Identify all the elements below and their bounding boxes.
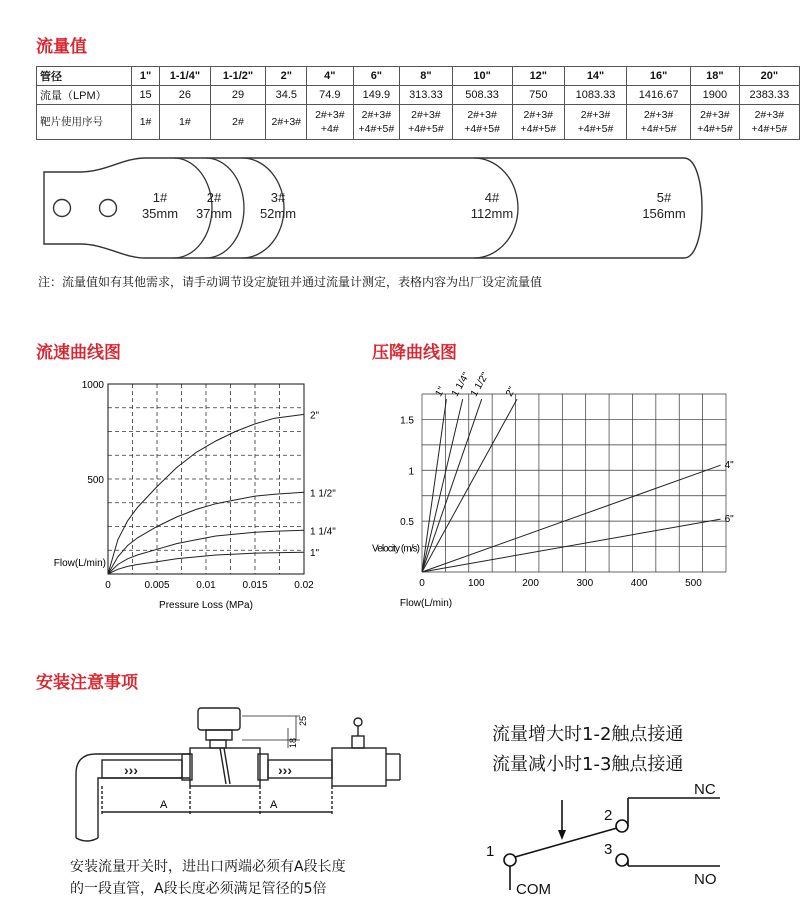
table-row-flow bbox=[37, 86, 800, 105]
switch-diagram bbox=[480, 781, 780, 900]
series-line-5 bbox=[422, 519, 721, 572]
x-axis-label: Pressure Loss (MPa) bbox=[159, 600, 253, 611]
table-note: 注：流量值如有其他需求，请手动调节设定旋钮并通过流量计测定，表格内容为出厂设定流量值 bbox=[38, 275, 543, 289]
series-label-3: 2" bbox=[504, 385, 519, 399]
paddle-cell-line: 2#+3# bbox=[523, 109, 554, 121]
x-tick: 200 bbox=[522, 578, 539, 589]
paddle-cell-line: +4#+5# bbox=[577, 123, 614, 135]
paddle-cell-7 bbox=[400, 105, 452, 140]
header-cell-1: 1" bbox=[131, 67, 159, 86]
series-label-5: 6" bbox=[724, 514, 734, 526]
dim-25: 25 bbox=[298, 715, 308, 726]
section-title-install-notes: 安装注意事项 bbox=[36, 673, 138, 693]
paddle-id-0: 1# bbox=[152, 190, 168, 205]
x-tick: 100 bbox=[467, 578, 485, 589]
dim-18: 18 bbox=[288, 737, 298, 748]
header-cell-6: 6" bbox=[353, 67, 400, 86]
terminal-1-label: 1 bbox=[486, 843, 495, 860]
flow-cell-13: 2383.33 bbox=[739, 86, 799, 105]
x-tick: 0.015 bbox=[242, 580, 268, 591]
y-axis-label: Velocity (m/s) bbox=[372, 543, 420, 555]
flow-arrows-left: ››› bbox=[124, 762, 138, 778]
terminal-3-label: 3 bbox=[604, 841, 613, 858]
header-cell-11: 16" bbox=[627, 67, 691, 86]
install-caption bbox=[70, 856, 346, 900]
header-cell-13: 20" bbox=[739, 67, 799, 86]
no-label: NO bbox=[694, 871, 717, 888]
header-cell-7: 8" bbox=[400, 67, 452, 86]
dim-a-left: A bbox=[160, 799, 168, 811]
section-title-pressure-curve: 压降曲线图 bbox=[372, 343, 457, 363]
series-label-2: 1 1/4" bbox=[310, 526, 336, 538]
paddle-length-3: 112mm bbox=[470, 206, 514, 221]
x-tick: 500 bbox=[685, 578, 702, 589]
flow-cell-0: 流量（LPM） bbox=[37, 86, 132, 105]
velocity-flow-chart bbox=[366, 372, 786, 622]
dim-a-right: A bbox=[270, 799, 278, 811]
paddle-cell-3 bbox=[210, 105, 266, 140]
com-label: COM bbox=[516, 881, 551, 898]
paddle-cell-5 bbox=[307, 105, 353, 140]
paddle-cell-line: +4#+5# bbox=[464, 123, 500, 135]
paddle-id-1: 2# bbox=[206, 190, 222, 205]
x-tick: 0.005 bbox=[144, 580, 170, 591]
table-header-row bbox=[37, 67, 800, 86]
paddle-cell-line: 2#+3# bbox=[643, 109, 674, 121]
installation-diagram bbox=[60, 696, 420, 846]
paddle-length-1: 37mm bbox=[195, 206, 233, 221]
paddle-cell-line: 2#+3# bbox=[315, 109, 345, 121]
flow-arrows-right: ››› bbox=[278, 762, 292, 778]
paddle-id-2: 3# bbox=[270, 190, 286, 205]
flow-cell-12: 1900 bbox=[691, 86, 740, 105]
paddle-cell-10 bbox=[564, 105, 626, 140]
y-tick: 0.5 bbox=[400, 517, 414, 529]
paddle-length-2: 52mm bbox=[259, 206, 297, 221]
series-line-2 bbox=[422, 399, 482, 572]
paddle-length-4: 156mm bbox=[642, 206, 686, 221]
flow-cell-2: 26 bbox=[160, 86, 210, 105]
table-row-paddle bbox=[37, 105, 800, 140]
flow-cell-3: 29 bbox=[210, 86, 266, 105]
paddle-cell-1 bbox=[131, 105, 159, 140]
paddle-cell-line: +4#+5# bbox=[358, 123, 395, 135]
paddle-cell-line: 2#+3# bbox=[361, 109, 392, 121]
flow-cell-8: 508.33 bbox=[452, 86, 512, 105]
header-cell-4: 2" bbox=[266, 67, 307, 86]
paddle-cell-line: 2#+3# bbox=[271, 116, 302, 128]
series-label-4: 4" bbox=[724, 460, 734, 472]
header-cell-8: 10" bbox=[452, 67, 512, 86]
series-label-2: 1 1/2" bbox=[468, 370, 492, 399]
paddle-cell-4 bbox=[266, 105, 307, 140]
y-tick: 1 bbox=[408, 466, 414, 478]
paddle-id-4: 5# bbox=[656, 190, 672, 205]
header-cell-0: 管径 bbox=[37, 67, 132, 86]
x-tick: 0 bbox=[105, 580, 111, 591]
install-caption-line1: 安装流量开关时，进出口两端必须有A段长度 bbox=[70, 859, 346, 875]
flow-cell-11: 1416.67 bbox=[627, 86, 691, 105]
paddle-cell-line: 2# bbox=[232, 116, 244, 128]
paddle-cell-line: +4#+5# bbox=[408, 123, 444, 135]
paddle-cell-line: +4#+5# bbox=[520, 123, 557, 135]
paddle-cell-line: 1# bbox=[139, 116, 152, 128]
header-cell-9: 12" bbox=[512, 67, 564, 86]
paddle-cell-line: 2#+3# bbox=[580, 109, 611, 121]
paddle-cell-line: +4#+5# bbox=[697, 123, 733, 135]
header-cell-5: 4" bbox=[307, 67, 353, 86]
series-label-3: 1" bbox=[310, 548, 320, 560]
series-line-4 bbox=[422, 465, 721, 572]
y-tick: 500 bbox=[87, 475, 104, 486]
series-label-1: 1 1/4" bbox=[449, 370, 473, 399]
paddle-cell-line: +4#+5# bbox=[640, 123, 677, 135]
paddle-cell-11 bbox=[627, 105, 691, 140]
series-label-0: 1" bbox=[433, 385, 448, 399]
flow-cell-10: 1083.33 bbox=[564, 86, 626, 105]
header-cell-10: 14" bbox=[564, 67, 626, 86]
x-tick: 0.02 bbox=[294, 580, 314, 591]
y-tick: 1000 bbox=[81, 380, 104, 391]
x-axis-label: Flow(L/min) bbox=[399, 598, 453, 609]
paddle-cell-line: 2#+3# bbox=[411, 109, 441, 121]
switch-caption bbox=[492, 720, 683, 780]
flow-cell-9: 750 bbox=[512, 86, 564, 105]
paddle-cell-line: 2#+3# bbox=[467, 109, 497, 121]
series-label-0: 2" bbox=[310, 410, 320, 422]
paddle-length-0: 35mm bbox=[141, 206, 179, 221]
paddle-cell-line: 2#+3# bbox=[754, 109, 785, 121]
x-tick: 0.01 bbox=[196, 580, 216, 591]
flow-cell-7: 313.33 bbox=[400, 86, 452, 105]
x-tick: 0 bbox=[419, 578, 425, 589]
section-title-velocity-curve: 流速曲线图 bbox=[36, 343, 121, 363]
flow-cell-1: 15 bbox=[131, 86, 159, 105]
install-caption-line2: 的一段直管，A段长度必须满足管径的5倍 bbox=[70, 881, 327, 897]
y-axis-label: Flow(L/min) bbox=[53, 558, 106, 569]
paddle-cell-line: +4# bbox=[320, 123, 339, 135]
switch-caption-line2: 流量减小时1-3触点接通 bbox=[492, 754, 684, 775]
paddle-cell-6 bbox=[353, 105, 400, 140]
terminal-2-label: 2 bbox=[604, 807, 613, 824]
header-cell-12: 18" bbox=[691, 67, 740, 86]
paddle-diagram bbox=[36, 152, 706, 264]
paddle-id-3: 4# bbox=[484, 190, 500, 205]
paddle-cell-line: 2#+3# bbox=[700, 109, 730, 121]
paddle-cell-line: +4#+5# bbox=[751, 123, 788, 135]
flow-pressure-chart bbox=[40, 372, 360, 622]
paddle-cell-9 bbox=[512, 105, 564, 140]
section-title-flow-value: 流量值 bbox=[36, 37, 87, 57]
x-tick: 400 bbox=[630, 578, 648, 589]
series-label-1: 1 1/2" bbox=[310, 488, 336, 500]
flow-cell-5: 74.9 bbox=[307, 86, 353, 105]
header-cell-3: 1-1/2" bbox=[210, 67, 266, 86]
series-line-3 bbox=[422, 399, 517, 572]
header-cell-2: 1-1/4" bbox=[160, 67, 210, 86]
switch-caption-line1: 流量增大时1-2触点接通 bbox=[492, 724, 684, 745]
paddle-cell-13 bbox=[739, 105, 799, 140]
flow-cell-6: 149.9 bbox=[353, 86, 400, 105]
flow-table bbox=[36, 66, 800, 140]
y-tick: 1.5 bbox=[400, 415, 414, 427]
paddle-cell-line: 1# bbox=[179, 116, 191, 128]
paddle-cell-0: 靶片使用序号 bbox=[37, 105, 132, 140]
paddle-cell-2 bbox=[160, 105, 210, 140]
x-tick: 300 bbox=[576, 578, 594, 589]
paddle-cell-12 bbox=[691, 105, 740, 140]
nc-label: NC bbox=[694, 781, 716, 798]
flow-cell-4: 34.5 bbox=[266, 86, 307, 105]
paddle-cell-8 bbox=[452, 105, 512, 140]
